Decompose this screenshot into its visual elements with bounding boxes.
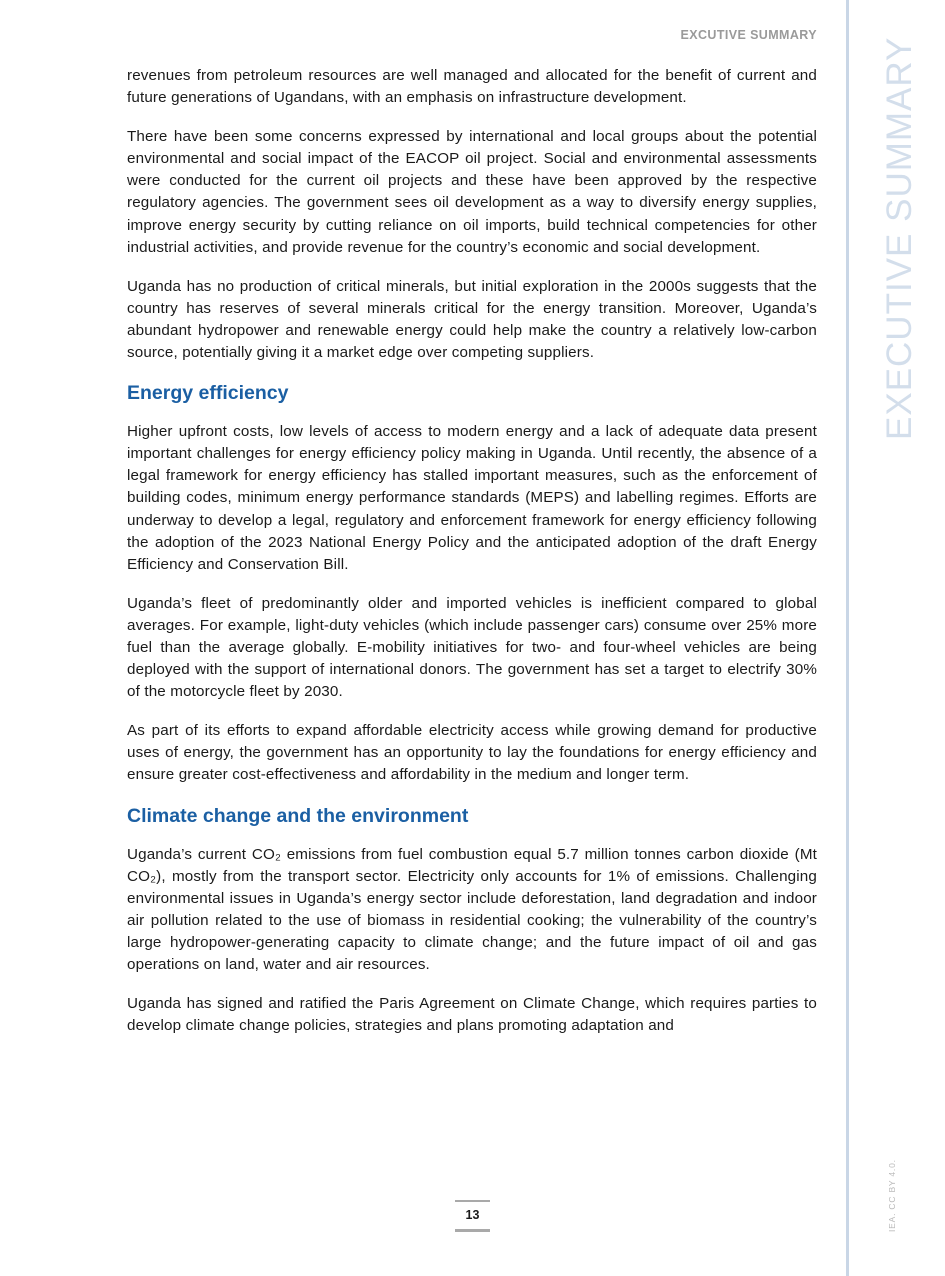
license-notice: IEA. CC BY 4.0. <box>887 1159 897 1232</box>
page-number: 13 <box>455 1200 490 1232</box>
body-paragraph: Uganda has no production of critical minerals, but initial exploration in the 2000s suggests that the country has reserves of several minerals critical for the energy transition. Moreover, Uganda’s abundant hydropower and renewable energy could help make the country a relatively low-carbon source, potentially giving it a market edge over competing suppliers. <box>127 277 817 362</box>
body-paragraph: Uganda’s fleet of predominantly older and imported vehicles is inefficient compared to global averages. For example, light-duty vehicles (which include passenger cars) consume over 25% more fuel than the average globally. E-mobility initiatives for two- and four-wheel vehicles are being deployed with the support of international donors. The government has set a target to electrify 30% of the motorcycle fleet by 2030. <box>127 594 817 701</box>
sidebar-divider <box>846 0 849 1276</box>
body-paragraph: revenues from petroleum resources are well managed and allocated for the benefit of current and future generations of Ugandans, with an emphasis on infrastructure development. <box>127 67 817 107</box>
body-paragraph: As part of its efforts to expand affordable electricity access while growing demand for productive uses of energy, the government has an opportunity to lay the foundations for energy efficiency and ensure greater cost-effectiveness and affordability in the medium and longer term. <box>127 722 817 784</box>
running-header: EXCUTIVE SUMMARY <box>680 28 817 42</box>
sidebar-section-title: EXECUTIVE SUMMARY <box>880 36 919 440</box>
section-heading-climate: Climate change and the environment <box>127 804 469 827</box>
body-paragraph: Uganda has signed and ratified the Paris Agreement on Climate Change, which requires parties to develop climate change policies, strategies and plans promoting adaptation and <box>127 995 817 1035</box>
page-body <box>127 65 817 1054</box>
section-heading-energy-efficiency: Energy efficiency <box>127 382 289 405</box>
body-paragraph: There have been some concerns expressed by international and local groups about the potential environmental and social impact of the EACOP oil project. Social and environmental assessments were conducted for the current oil projects and these have been approved by the respective regulatory agencies. The government sees oil development as a way to diversify energy supplies, improve energy security by cutting reliance on oil imports, build technical competencies for other industrial activities, and provide revenue for the country’s economic and social development. <box>127 128 817 256</box>
body-paragraph: Higher upfront costs, low levels of access to modern energy and a lack of adequate data present important challenges for energy efficiency policy making in Uganda. Until recently, the absence of a legal framework for energy efficiency has stalled important measures, such as the enforcement of building codes, minimum energy performance standards (MEPS) and labelling regimes. Efforts are underway to develop a legal, regulatory and enforcement framework for energy efficiency following the adoption of the 2023 National Energy Policy and the anticipated adoption of the draft Energy Efficiency and Conservation Bill. <box>127 423 817 573</box>
body-paragraph: Uganda’s current CO₂ emissions from fuel combustion equal 5.7 million tonnes carbon dioxide (Mt CO₂), mostly from the transport sector. Electricity only accounts for 1% of emissions. Challenging environmental issues in Uganda’s energy sector include deforestation, land degradation and indoor air pollution related to the use of biomass in residential cooking; the vulnerability of the country’s large hydropower-generating capacity to climate change; and the future impact of oil and gas operations on land, water and air resources. <box>127 845 817 973</box>
